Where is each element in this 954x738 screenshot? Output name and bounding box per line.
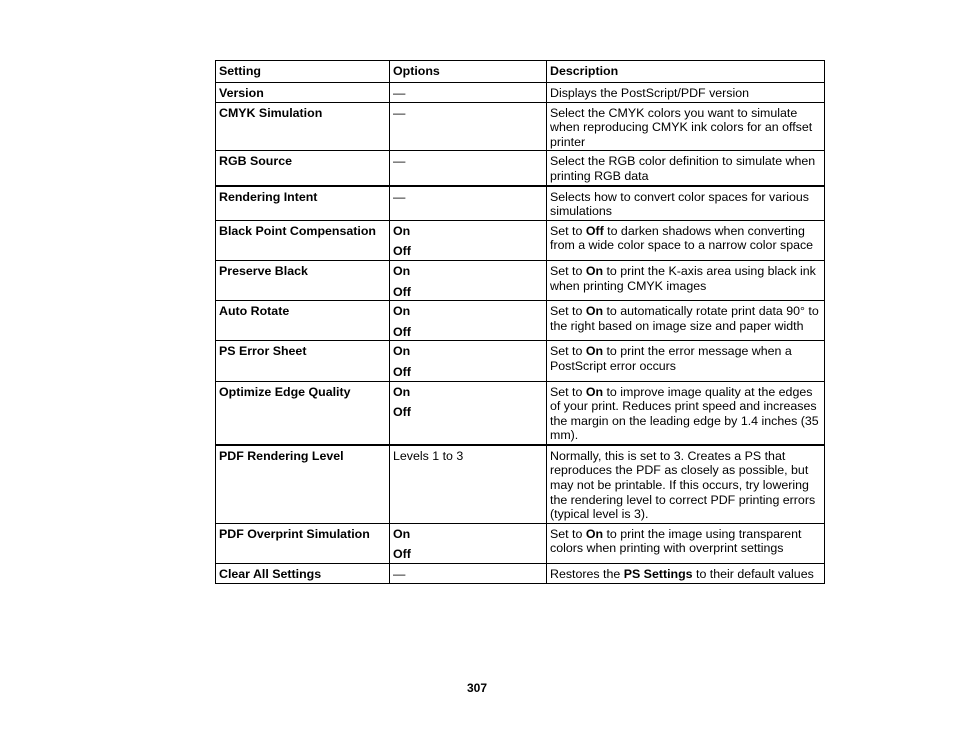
options-cell [390, 102, 547, 151]
header-description: Description [547, 61, 825, 83]
option-value: On [393, 304, 411, 319]
header-options: Options [390, 61, 547, 83]
option-value: On [393, 263, 411, 278]
options-cell [390, 381, 547, 445]
description-emphasis: PS Settings [623, 567, 693, 582]
description-text: Set to [550, 384, 586, 399]
description-cell [547, 83, 825, 103]
description-text: Select the CMYK colors you want to simulate when reproducing CMYK ink colors for an offset printer [550, 105, 813, 149]
description-cell [547, 523, 825, 563]
header-setting: Setting [216, 61, 390, 83]
description-emphasis: On [585, 344, 604, 359]
description-emphasis: Off [585, 223, 604, 238]
table-row [216, 102, 825, 151]
description-emphasis: On [585, 384, 604, 399]
description-cell [547, 381, 825, 445]
description-text: Set to [550, 223, 586, 238]
description-cell [547, 102, 825, 151]
option-value: On [393, 223, 411, 238]
description-text: to print the error message when a PostScript error occurs [550, 344, 792, 373]
description-text: Restores the [550, 567, 624, 582]
description-emphasis: On [585, 263, 604, 278]
setting-name-cell: RGB Source [216, 151, 390, 186]
description-text: to their default values [692, 567, 814, 582]
description-text: Set to [550, 263, 586, 278]
option-value: — [393, 567, 406, 582]
page-number: 307 [466, 681, 488, 695]
table-row [216, 381, 825, 445]
table-row [216, 83, 825, 103]
table-body [216, 83, 825, 584]
option-value: Off [393, 324, 411, 339]
description-text: Set to [550, 526, 586, 541]
setting-name-cell: Auto Rotate [216, 301, 390, 341]
description-text: to print the K-axis area using black ink when printing CMYK images [550, 263, 816, 293]
description-cell [547, 341, 825, 381]
ps-settings-table [215, 60, 825, 584]
setting-name-cell: CMYK Simulation [216, 102, 390, 151]
description-cell [547, 260, 825, 300]
option-value: On [393, 526, 411, 541]
options-cell [390, 341, 547, 381]
option-value: Off [393, 284, 411, 299]
table-row [216, 220, 825, 260]
option-value: — [393, 154, 406, 169]
options-cell [390, 445, 547, 523]
setting-name-cell: PS Error Sheet [216, 341, 390, 381]
setting-name-cell: Clear All Settings [216, 564, 390, 584]
table-row [216, 151, 825, 186]
table-row [216, 523, 825, 563]
table-row [216, 301, 825, 341]
table-row [216, 341, 825, 381]
setting-name-cell: Version [216, 83, 390, 103]
options-cell [390, 220, 547, 260]
table-row [216, 186, 825, 221]
option-value: Off [393, 244, 411, 259]
setting-name-cell: Optimize Edge Quality [216, 381, 390, 445]
description-cell [547, 151, 825, 186]
description-text: Set to [550, 304, 586, 319]
description-cell [547, 564, 825, 584]
description-text: to improve image quality at the edges of your print. Reduces print speed and increases the margin on the leading edge by 1.4 inches (35 mm). [550, 384, 819, 443]
description-cell [547, 220, 825, 260]
option-value: Levels 1 to 3 [393, 448, 464, 463]
description-text: to darken shadows when converting from a wide color space to a narrow color space [550, 223, 814, 253]
option-value: — [393, 105, 406, 120]
description-text: Set to [550, 344, 586, 359]
description-text: Select the RGB color definition to simulate when printing RGB data [550, 154, 816, 183]
setting-name-cell: Rendering Intent [216, 186, 390, 221]
description-text: to automatically rotate print data 90° to the right based on image size and paper width [550, 304, 819, 333]
option-value: Off [393, 364, 411, 379]
setting-name-cell: Black Point Compensation [216, 220, 390, 260]
table-row [216, 564, 825, 584]
setting-name-cell: PDF Rendering Level [216, 445, 390, 523]
options-cell [390, 151, 547, 186]
description-text: Selects how to convert color spaces for various simulations [550, 189, 809, 219]
table-header-row [216, 61, 825, 83]
options-cell [390, 523, 547, 563]
setting-name-cell: PDF Overprint Simulation [216, 523, 390, 563]
setting-name-cell: Preserve Black [216, 260, 390, 300]
options-cell [390, 301, 547, 341]
description-text: to print the image using transparent colors when printing with overprint settings [550, 526, 802, 556]
option-value: — [393, 189, 406, 204]
option-value: Off [393, 405, 411, 420]
description-cell [547, 186, 825, 221]
option-value: Off [393, 547, 411, 562]
description-text: Displays the PostScript/PDF version [550, 86, 750, 100]
option-value: On [393, 384, 411, 399]
description-emphasis: On [585, 304, 604, 319]
options-cell [390, 83, 547, 103]
description-emphasis: On [585, 526, 604, 541]
description-cell [547, 445, 825, 523]
table-row [216, 260, 825, 300]
description-cell [547, 301, 825, 341]
option-value: — [393, 86, 406, 100]
description-text: Normally, this is set to 3. Creates a PS that reproduces the PDF as closely as possible, but may not be printable. If this occurs, try lowering the rendering level to correct PDF printing errors (typical level is 3). [550, 448, 816, 522]
options-cell [390, 564, 547, 584]
options-cell [390, 260, 547, 300]
option-value: On [393, 344, 411, 359]
options-cell [390, 186, 547, 221]
table-row [216, 445, 825, 523]
